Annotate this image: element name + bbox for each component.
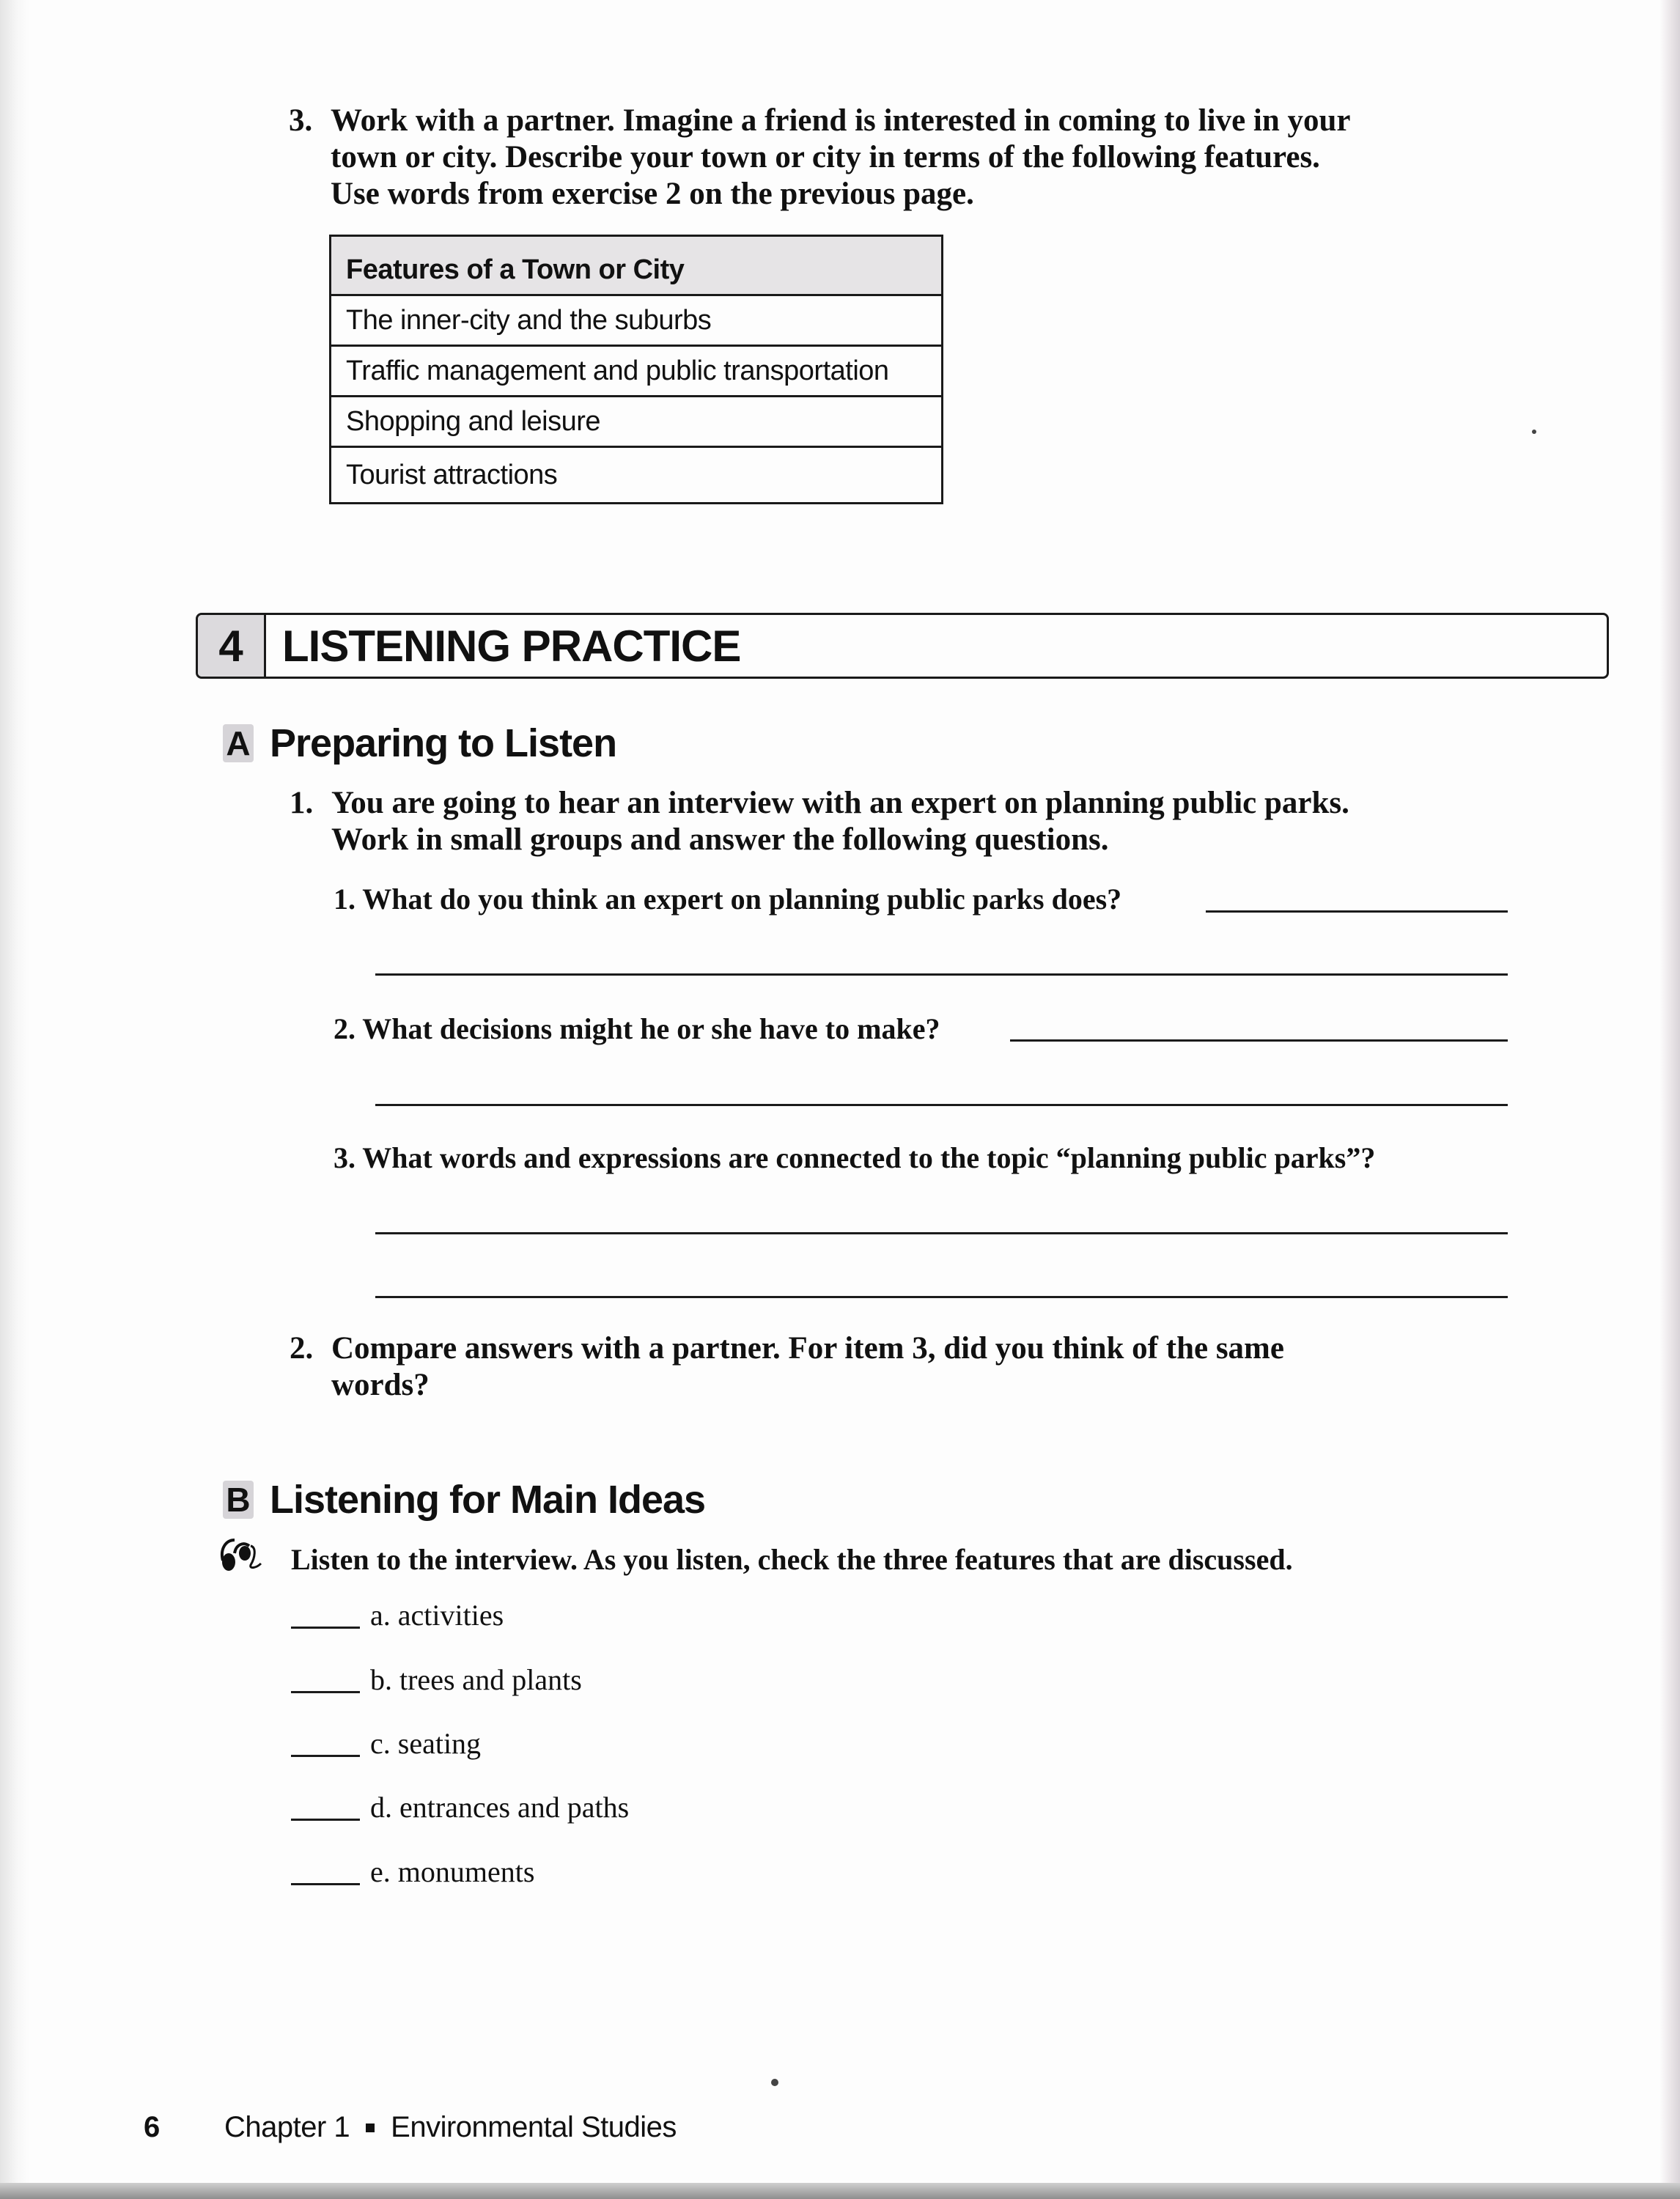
part-a-item-2 [290,1330,1536,1404]
features-table-row: The inner-city and the suburbs [331,294,941,345]
option-label: c. seating [370,1727,482,1760]
answer-line[interactable] [375,973,1508,976]
scan-speck [1532,430,1536,434]
item-line: Work in small groups and answer the following questions. [331,822,1109,857]
section-header [196,613,1609,679]
answer-line[interactable] [375,1104,1508,1106]
question-number: 1. [334,883,355,916]
question-3 [334,1141,1375,1176]
option-label: a. activities [370,1599,504,1632]
check-blank[interactable] [291,1819,360,1821]
features-table [329,235,943,504]
part-b-heading [223,1477,705,1522]
features-table-row: Shopping and leisure [331,395,941,446]
exercise-3-line: town or city. Describe your town or city in terms of the following features. [331,140,1320,174]
part-a-title: Preparing to Listen [270,721,617,765]
option-trees-and-plants[interactable] [291,1662,582,1698]
answer-line[interactable] [375,1232,1508,1234]
question-text: What words and expressions are connected to the topic “planning public parks”? [362,1141,1376,1174]
part-b-letter: B [223,1481,254,1519]
chapter-label: Chapter 1 [224,2111,350,2143]
item-line: words? [331,1368,430,1402]
part-a-letter: A [223,724,254,762]
square-bullet-icon [366,2124,375,2132]
part-a-heading [223,721,616,766]
chapter-subject: Environmental Studies [391,2111,677,2143]
item-line: Compare answers with a partner. For item 3, did you think of the same [331,1331,1284,1366]
exercise-3-line: Work with a partner. Imagine a friend is interested in coming to live in your [331,103,1351,138]
scan-speck [771,2079,778,2086]
question-1 [334,882,1121,917]
page-edge-left [0,0,29,2199]
part-b-instruction: Listen to the interview. As you listen, check the three features that are discussed. [291,1543,1293,1576]
option-entrances-and-paths[interactable] [291,1790,629,1825]
check-blank[interactable] [291,1627,360,1629]
option-label: b. trees and plants [370,1663,582,1696]
part-a-item-1 [290,785,1536,858]
item-number: 1. [290,786,314,820]
check-blank[interactable] [291,1691,360,1693]
part-b-title: Listening for Main Ideas [270,1478,706,1522]
option-activities[interactable] [291,1598,504,1633]
question-text: What decisions might he or she have to make? [362,1012,940,1045]
exercise-3-line: Use words from exercise 2 on the previous page. [331,177,974,211]
features-table-header: Features of a Town or City [331,237,941,294]
question-2 [334,1012,940,1047]
headphones-icon [218,1536,265,1574]
question-text: What do you think an expert on planning public parks does? [362,883,1122,916]
answer-line[interactable] [1206,910,1508,913]
page-footer [144,2111,677,2144]
question-number: 3. [334,1141,355,1174]
page-number: 6 [144,2111,160,2143]
item-line: You are going to hear an interview with an expert on planning public parks. [331,786,1349,820]
section-number: 4 [198,615,266,677]
page-edge-bottom [0,2183,1680,2199]
check-blank[interactable] [291,1883,360,1885]
option-seating[interactable] [291,1726,481,1761]
features-table-row: Tourist attractions [331,446,941,502]
question-number: 2. [334,1012,355,1045]
features-table-row: Traffic management and public transportation [331,345,941,395]
page-edge-right [1659,0,1680,2199]
option-monuments[interactable] [291,1854,534,1890]
exercise-3 [289,103,1535,213]
exercise-3-number: 3. [289,103,313,138]
option-label: d. entrances and paths [370,1791,630,1824]
answer-line[interactable] [375,1296,1508,1298]
section-title: LISTENING PRACTICE [282,621,741,671]
item-number: 2. [290,1331,314,1366]
option-label: e. monuments [370,1855,535,1888]
check-blank[interactable] [291,1755,360,1757]
answer-line[interactable] [1010,1039,1508,1042]
